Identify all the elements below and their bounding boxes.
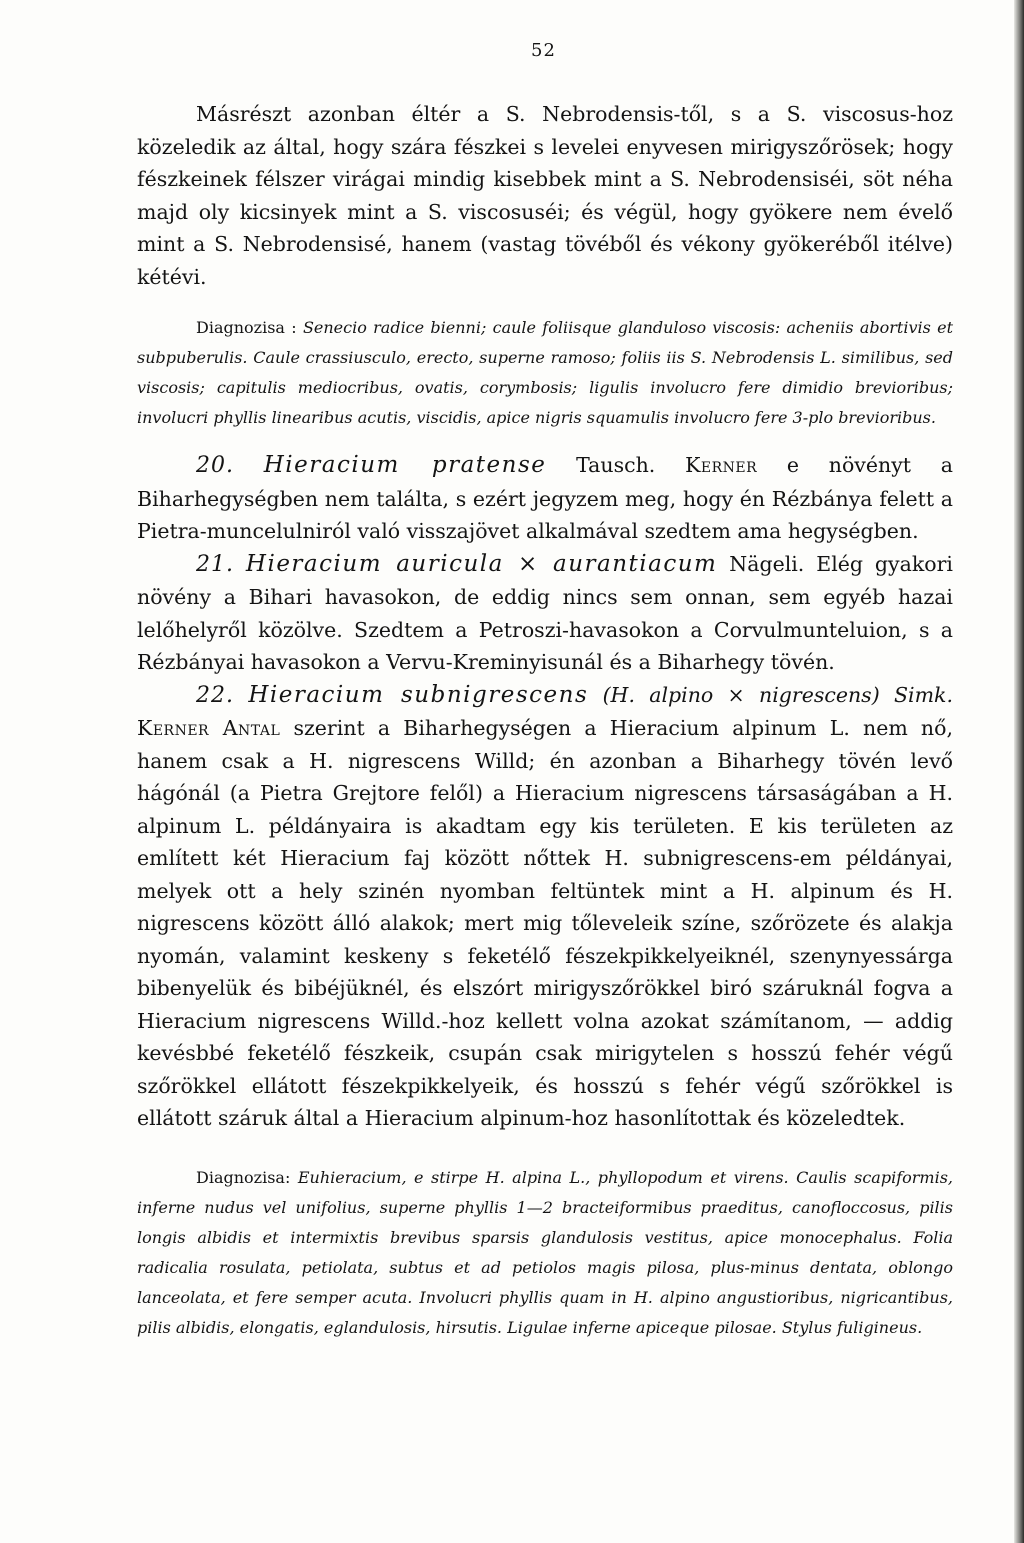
- diagnosis-label: Diagnozisa :: [196, 318, 297, 337]
- entry-text: e növényt a Biharhegységben nem találta, s ezért jegyzem meg, hogy én Rézbánya felett a Pietra-muncelulniról való visszajövet alkalmával szedtem ama hegységben.: [137, 453, 953, 543]
- diagnosis-text: Euhieracium, e stirpe H. alpina L., phyllopodum et virens. Caulis scapiformis, inferne nudus vel unifolius, superne phyllis 1—2 bracteiformibus praeditus, canofloccosus, pilis longis albidis et intermixtis brevibus sparsis glandulosis vestitus, apice monocephalus. Folia radicalia rosulata, petiolata, subtus et ad petiolos magis pilosa, plus-minus dentata, oblongo lanceolata, et fere semper acuta. Involucri phyllis quam in H. alpino angustioribus, nigricantibus, pilis albidis, elongatis, eglandulosis, hirsutis. Ligulae inferne apiceque pilosae. Stylus fuligineus.: [137, 1167, 953, 1337]
- diagnosis-senecio: [137, 313, 953, 433]
- species-name: Hieracium auricula × aurantiacum: [245, 550, 718, 577]
- entry-number: 20.: [196, 453, 234, 478]
- cited-author: Kerner Antal: [137, 716, 281, 740]
- entry-text: Elég gyakori növény a Bihari havasokon, de eddig nincs sem onnan, sem egyéb hazai lelőhelyről közölve. Szedtem a Petroszi-havasokon a Corvulmunteluion, s a Rézbányai havasokon a Vervu-Kreminyisunál és a Biharhegy tövén.: [137, 551, 953, 674]
- entry-text: szerint a Biharhegységen a Hieracium alpinum L. nem nő, hanem csak a H. nigrescens Willd; én azonban a Biharhegy tövén levő hágónál (a Pietra Grejtore felől) a Hieracium nigrescens társaságában a H. alpinum L. példányaira is akadtam egy kis területen. E kis területen az említett két Hieracium faj között nőttek H. subnigrescens-em példányai, melyek ott a hely szinén nyomban feltüntek mint a H. alpinum és H. nigrescens között álló alakok; mert mig tőleveleik színe, szőrözete és alakja nyomán, valamint keskeny s feketélő fészekpikkelyeiknél, szenynyessárga bibenyelük és bibéjüknél, és elszórt mirigyszőrökkel biró száruknál fogva a Hieracium nigrescens Willd.-hoz kellett volna azokat számítanom, — addig kevésbbé feketélő fészkeik, csupán csak mirigytelen s hosszú fehér végű szőrökkel ellátott fészekpikkelyeik, és hosszú s fehér végű szőrökkel is ellátott száruk által a Hieracium alpinum-hoz hasonlítottak és közeledtek.: [137, 716, 953, 1130]
- entry-21: [137, 548, 953, 679]
- entry-number: 21.: [196, 551, 234, 577]
- author-name: Nägeli.: [729, 551, 805, 576]
- species-name: Hieracium subnigrescens: [248, 681, 589, 708]
- author-name: Tausch.: [576, 453, 656, 477]
- diagnosis-label: Diagnozisa:: [196, 1167, 291, 1187]
- diagnosis-text: Senecio radice bienni; caule foliisque glanduloso viscosis: acheniis abortivis et subpuberulis. Caule crassiusculo, erecto, superne ramoso; foliis iis S. Nebrodensis L. similibus, sed viscosis; capitulis mediocribus, ovatis, corymbosis; ligulis involucro fere dimidio brevioribus; involucri phyllis linearibus acutis, viscidis, apice nigris squamulis involucro fere 3-plo brevioribus.: [137, 318, 954, 427]
- text-column: [137, 98, 953, 1343]
- entry-number: 22.: [196, 682, 234, 708]
- page-number: 52: [531, 40, 556, 61]
- page-edge-shadow: [1014, 0, 1024, 1543]
- hybrid-parentage: (H. alpino × nigrescens) Simk.: [602, 682, 953, 707]
- diagnosis-hieracium: [137, 1163, 953, 1343]
- species-name: Hieracium pratense: [263, 452, 547, 478]
- entry-20: [137, 449, 953, 548]
- cited-author: Kerner: [685, 453, 758, 477]
- paragraph-intro: Másrészt azonban éltér a S. Nebrodensis-től, s a S. viscosus-hoz közeledik az által, hogy szára fészkei s levelei enyvesen mirigyszőrösek; hogy fészkeinek félszer virágai mindig kisebbek mint a S. Nebrodensiséi, söt néha majd oly kicsinyek mint a S. viscosuséi; és végül, hogy gyökere nem évelő mint a S. Nebrodensisé, hanem (vastag tövéből és vékony gyökeréből itélve) kétévi.: [137, 102, 953, 289]
- entry-22: [137, 679, 953, 1135]
